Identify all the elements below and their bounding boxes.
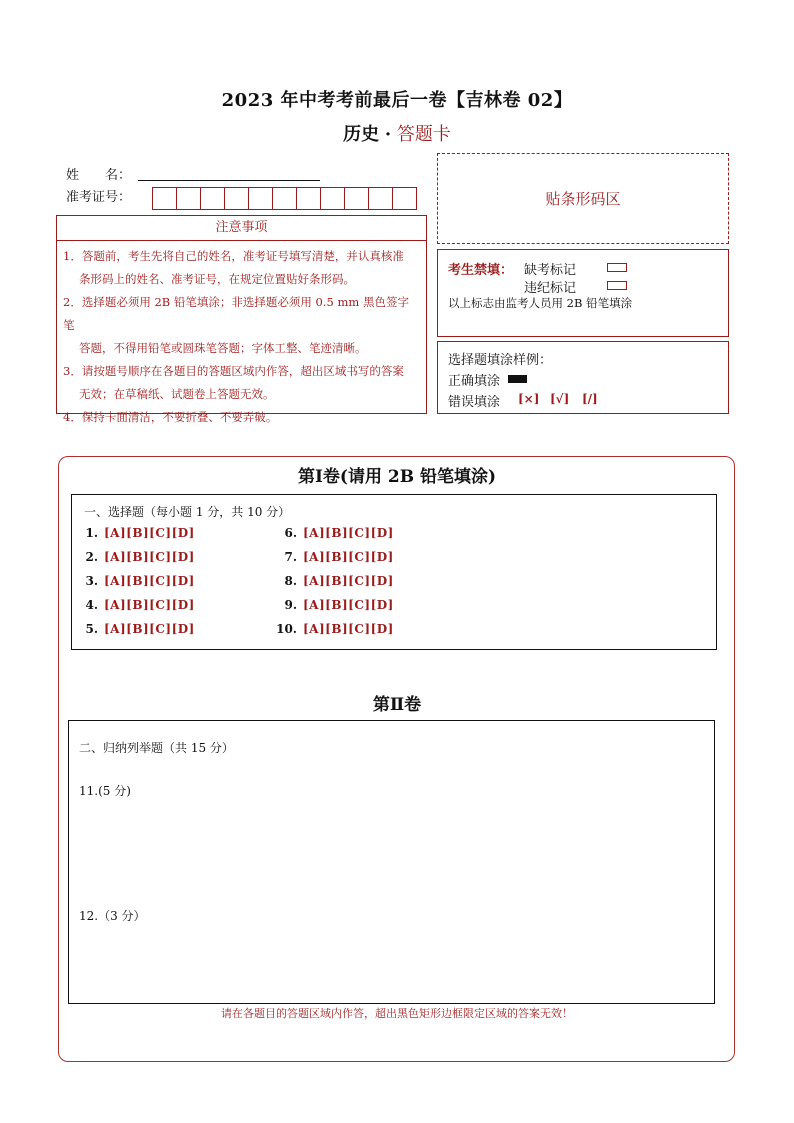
- subjective-answer-box[interactable]: [68, 720, 715, 1004]
- barcode-label: 贴条形码区: [545, 190, 621, 208]
- mcq-question[interactable]: [76, 598, 195, 612]
- question-number: 8.: [284, 574, 297, 588]
- correct-fill-label: 正确填涂: [448, 374, 501, 389]
- absent-mark-label: 缺考标记: [524, 263, 577, 278]
- mcq-question[interactable]: [76, 550, 195, 564]
- violation-mark-box[interactable]: [607, 281, 627, 290]
- question-number: 2.: [85, 550, 98, 564]
- answer-options[interactable]: [A][B][C][D]: [303, 550, 394, 564]
- absent-mark-box[interactable]: [607, 263, 627, 272]
- question-11-label: 11.(5 分): [79, 784, 131, 798]
- notice-item: 无效；在草稿纸、试题卷上答题无效。: [79, 387, 275, 401]
- subject-label: 历史: [343, 124, 380, 145]
- forbid-label: 考生禁填：: [448, 263, 514, 278]
- notice-body: [57, 241, 426, 429]
- exam-id-box[interactable]: [320, 187, 345, 210]
- mcq-question[interactable]: [76, 574, 195, 588]
- exam-id-box[interactable]: [344, 187, 369, 210]
- exam-id-box[interactable]: [152, 187, 177, 210]
- name-field[interactable]: [138, 180, 320, 181]
- violation-mark-label: 违纪标记: [524, 281, 577, 296]
- question-number: 9.: [284, 598, 297, 612]
- wrong-mark-slash: [/]: [582, 392, 598, 406]
- fill-sample-box: [437, 341, 729, 414]
- notice-item: 3．请按题号顺序在各题目的答题区域内作答，超出区域书写的答案: [63, 364, 404, 378]
- answer-options[interactable]: [A][B][C][D]: [104, 550, 195, 564]
- question-number: 5.: [85, 622, 98, 636]
- notice-item: 1．答题前，考生先将自己的姓名，准考证号填写清楚，并认真核准: [63, 249, 404, 263]
- exam-id-box[interactable]: [224, 187, 249, 210]
- notice-item: 2．选择题必须用 2B 铅笔填涂；非选择题必须用 0.5 mm 黑色签字笔: [63, 295, 409, 332]
- notice-item: 答题，不得用铅笔或圆珠笔答题；字体工整、笔迹清晰。: [79, 341, 367, 355]
- mcq-question[interactable]: [76, 526, 195, 540]
- question-number: 10.: [276, 622, 297, 636]
- question-number: 1.: [85, 526, 98, 540]
- answer-options[interactable]: [A][B][C][D]: [104, 598, 195, 612]
- notice-heading: 注意事项: [57, 216, 426, 241]
- page-subtitle: [0, 120, 794, 146]
- answer-options[interactable]: [A][B][C][D]: [104, 574, 195, 588]
- notice-box: [56, 215, 427, 424]
- exam-id-box[interactable]: [296, 187, 321, 210]
- answer-options[interactable]: [A][B][C][D]: [303, 598, 394, 612]
- mcq-question[interactable]: [275, 598, 394, 612]
- forbidden-fill-box: [437, 249, 729, 337]
- part2-title: 第Ⅱ卷: [372, 695, 422, 715]
- exam-id-label: 准考证号：: [66, 190, 132, 205]
- wrong-mark-cross: [×]: [518, 392, 540, 406]
- footer-warning: 请在各题目的答题区域内作答，超出黑色矩形边框限定区域的答案无效！: [221, 1007, 573, 1020]
- answer-options[interactable]: [A][B][C][D]: [303, 622, 394, 636]
- part2-section-title: 二、归纳列举题（共 15 分）: [79, 741, 234, 755]
- mcq-section-title: 一、选择题（每小题 1 分，共 10 分）: [84, 505, 291, 519]
- answer-options[interactable]: [A][B][C][D]: [104, 526, 195, 540]
- part1-title: 第Ⅰ卷(请用 2B 铅笔填涂): [297, 467, 497, 487]
- barcode-area: [437, 153, 729, 244]
- exam-id-box[interactable]: [248, 187, 273, 210]
- forbid-note: 以上标志由监考人员用 2B 铅笔填涂: [448, 296, 633, 310]
- correct-fill-mark: [508, 375, 527, 383]
- subtitle-separator: ·: [384, 124, 392, 145]
- page-title: 2023 年中考考前最后一卷【吉林卷 02】: [221, 90, 573, 111]
- question-12-label: 12.（3 分）: [79, 909, 146, 923]
- mcq-question[interactable]: [275, 550, 394, 564]
- notice-item: 4．保持卡面清洁，不要折叠、不要弄破。: [63, 410, 278, 424]
- exam-id-boxes[interactable]: [152, 187, 416, 210]
- mcq-question[interactable]: [275, 574, 394, 588]
- question-number: 7.: [284, 550, 297, 564]
- card-label: 答题卡: [396, 124, 451, 145]
- mcq-box: [71, 494, 717, 650]
- mcq-question[interactable]: [275, 622, 394, 636]
- exam-id-box[interactable]: [272, 187, 297, 210]
- exam-id-box[interactable]: [200, 187, 225, 210]
- exam-id-box[interactable]: [392, 187, 417, 210]
- mcq-question[interactable]: [275, 526, 394, 540]
- question-number: 3.: [85, 574, 98, 588]
- sample-title: 选择题填涂样例：: [448, 353, 553, 368]
- answer-options[interactable]: [A][B][C][D]: [104, 622, 195, 636]
- notice-item: 条形码上的姓名、准考证号，在规定位置贴好条形码。: [79, 272, 355, 286]
- wrong-mark-check: [√]: [550, 392, 570, 406]
- answer-options[interactable]: [A][B][C][D]: [303, 574, 394, 588]
- exam-id-box[interactable]: [368, 187, 393, 210]
- wrong-fill-label: 错误填涂: [448, 395, 501, 410]
- question-number: 4.: [85, 598, 98, 612]
- name-label: 姓 名：: [66, 168, 132, 183]
- question-number: 6.: [284, 526, 297, 540]
- answer-options[interactable]: [A][B][C][D]: [303, 526, 394, 540]
- mcq-question[interactable]: [76, 622, 195, 636]
- exam-id-box[interactable]: [176, 187, 201, 210]
